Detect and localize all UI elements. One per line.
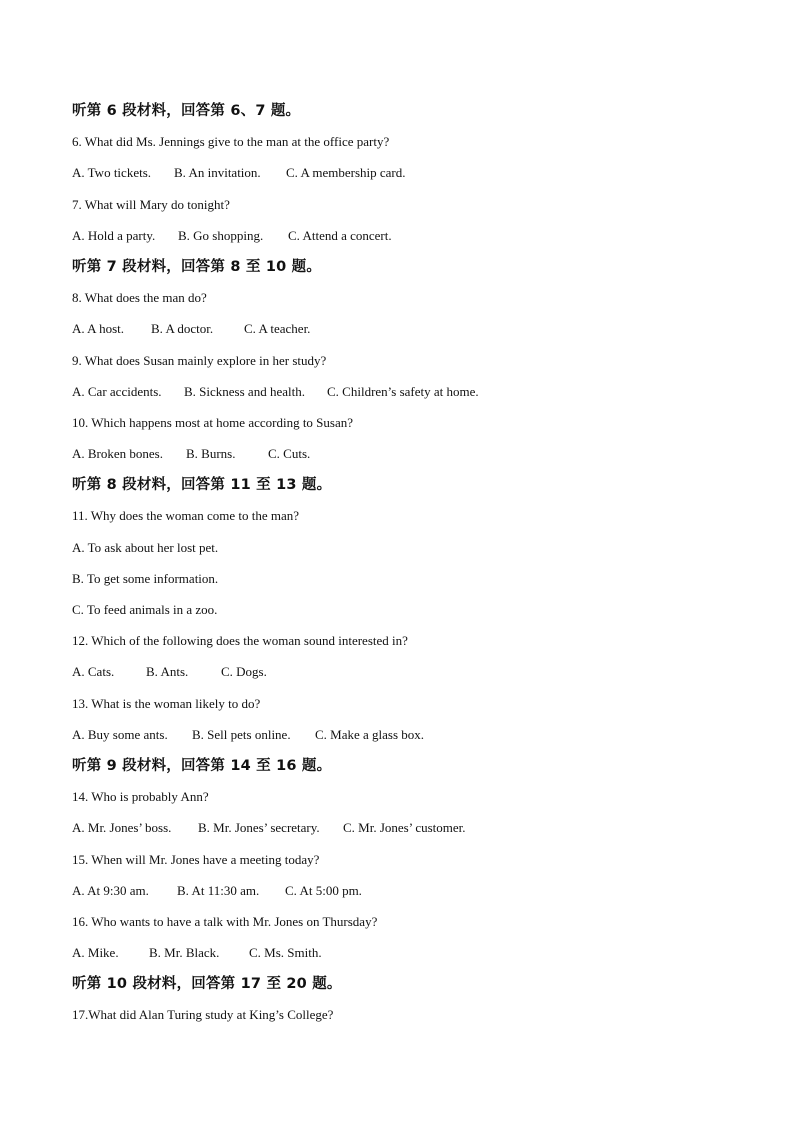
answer-options (72, 227, 752, 258)
option-c: C. Mr. Jones’ customer. (343, 820, 466, 836)
question-text: 15. When will Mr. Jones have a meeting today? (72, 851, 320, 867)
option-a: A. Hold a party. (72, 227, 156, 243)
option-a: A. A host. (72, 321, 125, 337)
option-b: B. An invitation. (174, 165, 261, 181)
answer-option: C. To feed animals in a zoo. (72, 602, 218, 617)
answer-options (72, 383, 752, 414)
option-a: A. Cats. (72, 664, 115, 680)
option-a: A. Car accidents. (72, 383, 162, 399)
question-text: 13. What is the woman likely to do? (72, 695, 261, 711)
option-a: A. At 9:30 am. (72, 882, 149, 898)
question-text: 17.What did Alan Turing study at King’s College? (72, 1007, 334, 1023)
option-b: B. A doctor. (151, 321, 214, 337)
option-b: B. Ants. (146, 664, 189, 680)
section-heading: 听第 6 段材料，回答第 6、7 题。 (72, 103, 301, 119)
answer-options (72, 320, 752, 351)
question-text: 8. What does the man do? (72, 290, 207, 306)
option-c: C. At 5:00 pm. (285, 882, 362, 898)
question-text: 9. What does Susan mainly explore in her study? (72, 352, 327, 368)
option-b: B. Burns. (186, 446, 236, 462)
option-b: B. Sell pets online. (192, 726, 291, 742)
question-text: 6. What did Ms. Jennings give to the man at the office party? (72, 134, 390, 150)
option-c: C. Children’s safety at home. (327, 383, 479, 399)
answer-options (72, 726, 752, 757)
option-a: A. Mr. Jones’ boss. (72, 820, 172, 836)
answer-options (72, 882, 752, 913)
option-b: B. Mr. Jones’ secretary. (198, 820, 320, 836)
option-b: B. At 11:30 am. (177, 882, 260, 898)
answer-options (72, 944, 752, 975)
section-heading: 听第 8 段材料，回答第 11 至 13 题。 (72, 477, 332, 494)
answer-options (72, 663, 752, 694)
question-text: 11. Why does the woman come to the man? (72, 508, 300, 524)
section-heading: 听第 9 段材料，回答第 14 至 16 题。 (72, 757, 332, 774)
option-c: C. Make a glass box. (315, 726, 425, 742)
option-c: C. Ms. Smith. (249, 945, 322, 961)
answer-options (72, 164, 752, 195)
option-b: B. Mr. Black. (149, 945, 220, 961)
answer-option: B. To get some information. (72, 570, 219, 586)
question-text: 7. What will Mary do tonight? (72, 196, 230, 212)
question-text: 10. Which happens most at home according to Susan? (72, 414, 354, 430)
option-a: A. Two tickets. (72, 165, 152, 181)
question-text: 14. Who is probably Ann? (72, 789, 209, 805)
option-c: C. Attend a concert. (288, 227, 392, 243)
option-c: C. Cuts. (268, 446, 311, 462)
document-page (72, 102, 752, 1038)
answer-options (72, 819, 752, 850)
option-b: B. Go shopping. (178, 227, 264, 243)
answer-options (72, 445, 752, 476)
option-a: A. Mike. (72, 945, 119, 961)
option-c: C. A membership card. (286, 165, 406, 181)
section-heading: 听第 7 段材料，回答第 8 至 10 题。 (72, 258, 322, 275)
option-c: C. A teacher. (244, 321, 311, 337)
option-a: A. Broken bones. (72, 446, 163, 462)
option-b: B. Sickness and health. (184, 383, 305, 399)
answer-option: A. To ask about her lost pet. (72, 539, 219, 555)
option-c: C. Dogs. (221, 664, 267, 680)
section-heading: 听第 10 段材料，回答第 17 至 20 题。 (72, 976, 342, 993)
question-text: 16. Who wants to have a talk with Mr. Jones on Thursday? (72, 913, 378, 929)
question-text: 12. Which of the following does the woman sound interested in? (72, 633, 408, 649)
option-a: A. Buy some ants. (72, 726, 168, 742)
